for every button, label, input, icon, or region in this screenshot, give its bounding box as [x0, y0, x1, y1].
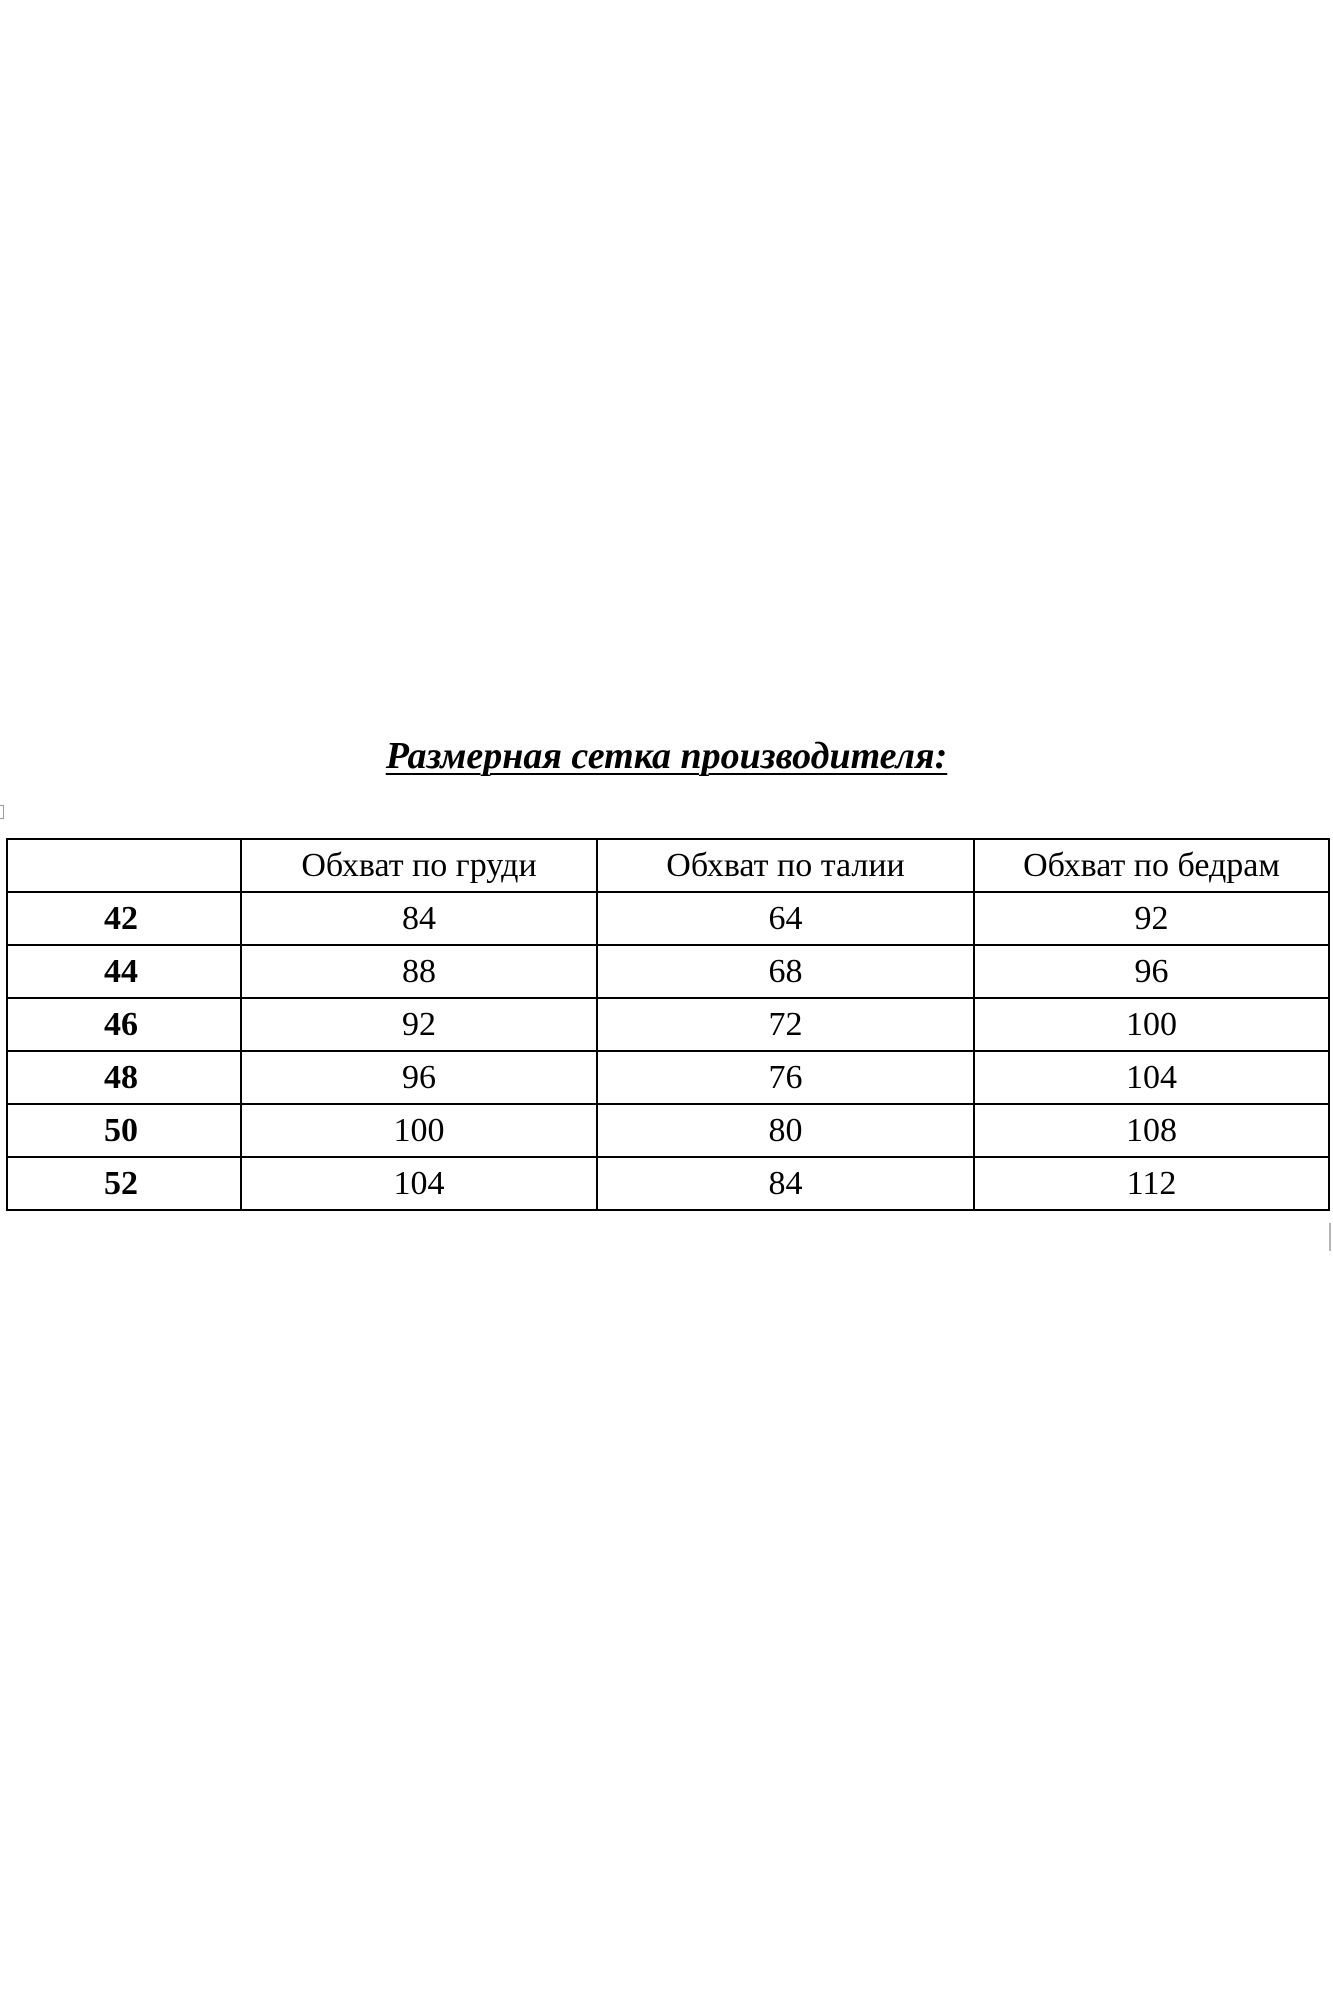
- table-row: [7, 1051, 1329, 1104]
- size-cell: 42: [7, 892, 241, 945]
- waist-cell: 84: [597, 1157, 974, 1210]
- header-cell-size: [7, 839, 241, 892]
- size-cell: 46: [7, 998, 241, 1051]
- document-end-marker: [1329, 1223, 1331, 1251]
- waist-cell: 76: [597, 1051, 974, 1104]
- waist-cell: 72: [597, 998, 974, 1051]
- table-row: [7, 998, 1329, 1051]
- table-row: [7, 892, 1329, 945]
- header-cell-waist: Обхват по талии: [597, 839, 974, 892]
- hips-cell: 112: [974, 1157, 1329, 1210]
- size-cell: 52: [7, 1157, 241, 1210]
- header-cell-hips: Обхват по бедрам: [974, 839, 1329, 892]
- hips-cell: 104: [974, 1051, 1329, 1104]
- chest-cell: 104: [241, 1157, 597, 1210]
- hips-cell: 100: [974, 998, 1329, 1051]
- table-row: [7, 1104, 1329, 1157]
- page-title: Размерная сетка производителя:: [385, 735, 948, 777]
- hips-cell: 92: [974, 892, 1329, 945]
- size-cell: 50: [7, 1104, 241, 1157]
- waist-cell: 64: [597, 892, 974, 945]
- waist-cell: 68: [597, 945, 974, 998]
- table-row: [7, 945, 1329, 998]
- chest-cell: 84: [241, 892, 597, 945]
- hips-cell: 96: [974, 945, 1329, 998]
- chest-cell: 88: [241, 945, 597, 998]
- chest-cell: 96: [241, 1051, 597, 1104]
- chest-cell: 100: [241, 1104, 597, 1157]
- table-header-row: [7, 839, 1329, 892]
- size-cell: 44: [7, 945, 241, 998]
- hips-cell: 108: [974, 1104, 1329, 1157]
- size-cell: 48: [7, 1051, 241, 1104]
- chest-cell: 92: [241, 998, 597, 1051]
- table-row: [7, 1157, 1329, 1210]
- table-anchor-marker: [0, 805, 4, 819]
- header-cell-chest: Обхват по груди: [241, 839, 597, 892]
- waist-cell: 80: [597, 1104, 974, 1157]
- size-chart-table: [6, 838, 1330, 1211]
